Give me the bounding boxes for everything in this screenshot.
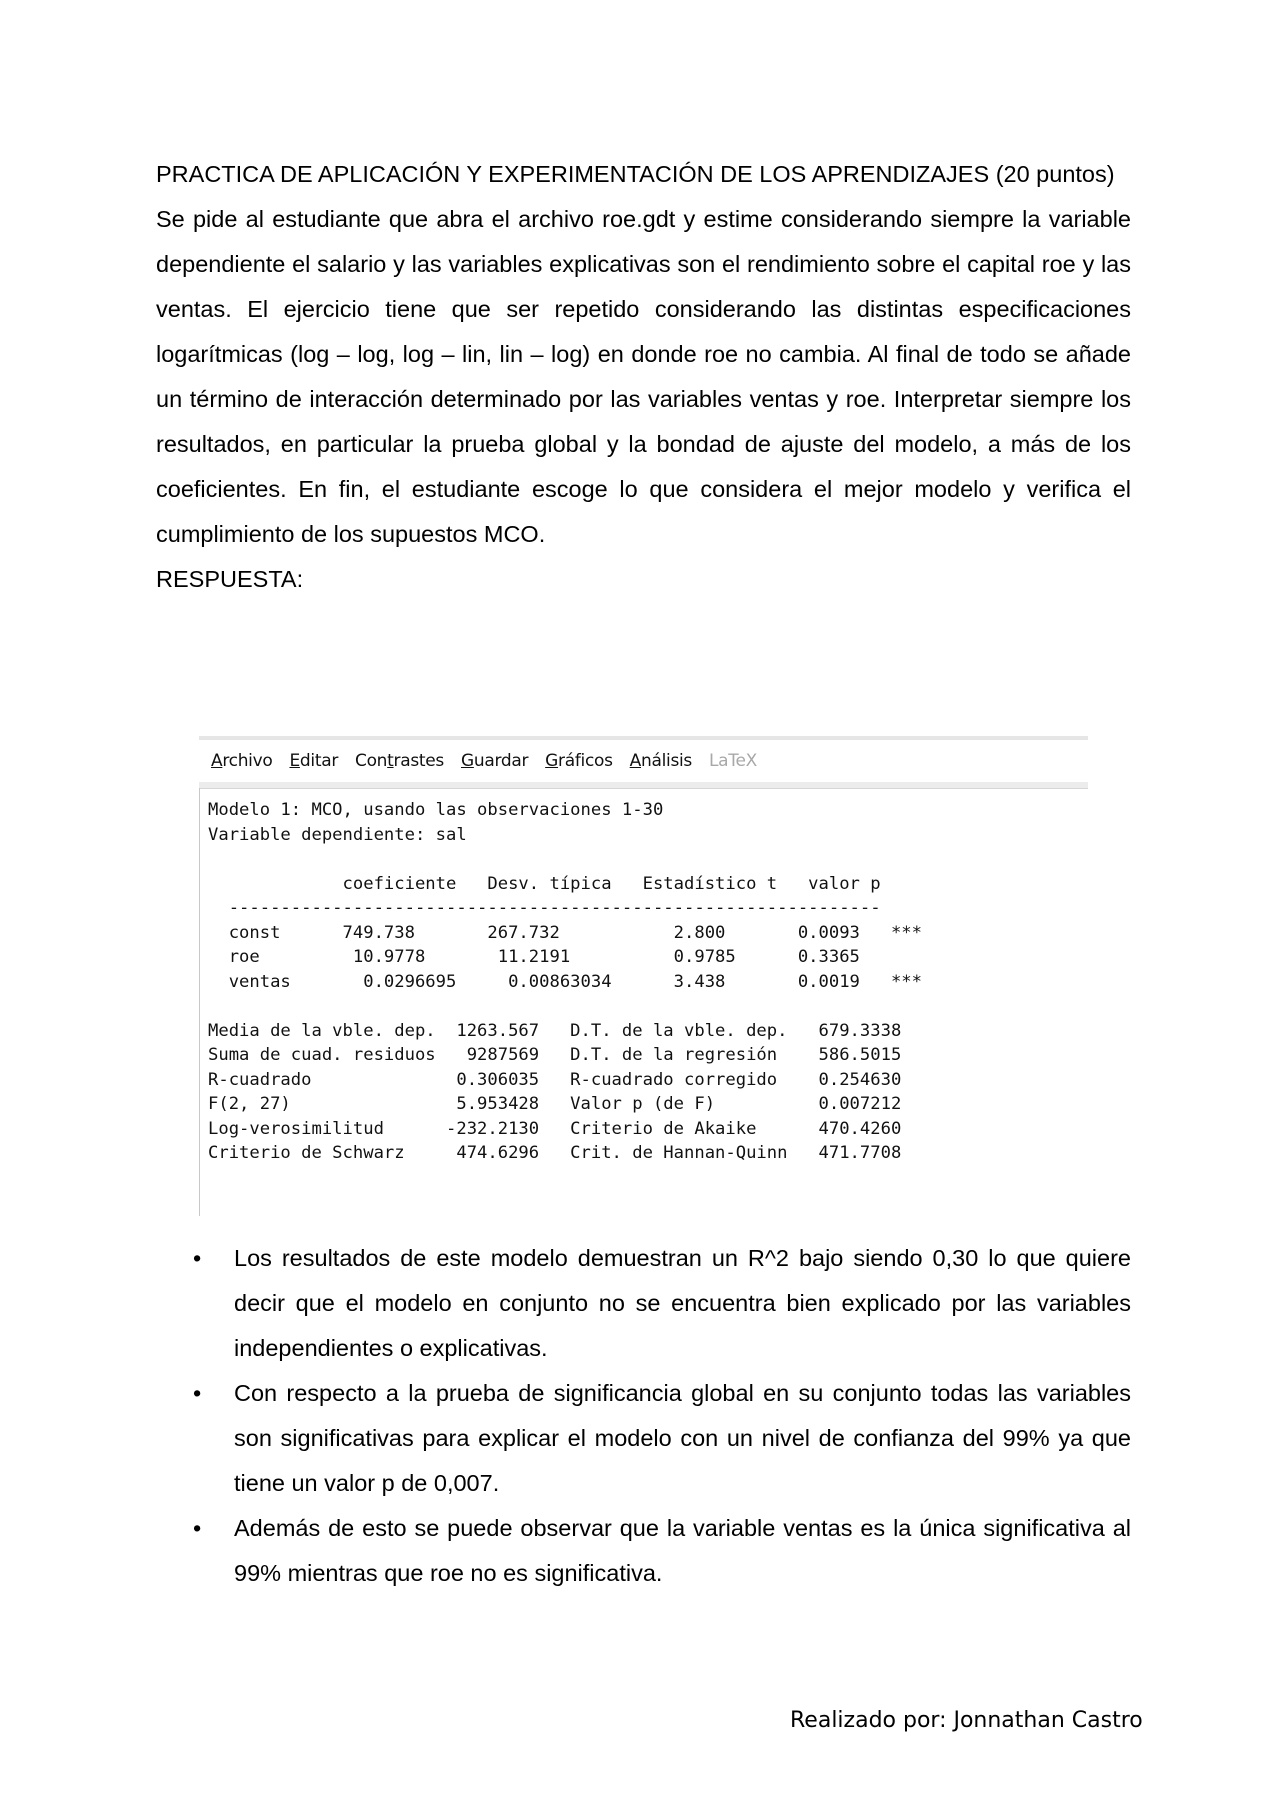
menu-analisis[interactable]: Análisis xyxy=(629,751,692,771)
menu-archivo[interactable]: Archivo xyxy=(211,751,273,771)
menu-contrastes[interactable]: Contrastes xyxy=(355,751,444,771)
menubar-separator xyxy=(199,782,1088,789)
menu-editar[interactable]: Editar xyxy=(289,751,339,771)
list-item xyxy=(156,1371,1131,1506)
menu-guardar[interactable]: Guardar xyxy=(461,751,529,771)
footer-author: Realizado por: Jonnathan Castro xyxy=(790,1708,1143,1733)
bullet-list xyxy=(156,1236,1131,1596)
bullet-text: Además de esto se puede observar que la variable ventas es la única significativa al 99% mientras que roe no es significativa. xyxy=(234,1515,1131,1586)
list-item xyxy=(156,1506,1131,1596)
menu-bar xyxy=(199,740,1088,782)
output-left-border xyxy=(199,788,200,1216)
document-heading: PRACTICA DE APLICACIÓN Y EXPERIMENTACIÓN DE LOS APRENDIZAJES (20 puntos) xyxy=(156,161,1115,187)
bullet-symbol: • xyxy=(193,1245,202,1271)
document-body xyxy=(156,152,1131,602)
bullet-text: Con respecto a la prueba de significancia global en su conjunto todas las variables son significativas para explicar el modelo con un nivel de confianza del 99% ya que tiene un valor p de 0,007. xyxy=(234,1380,1131,1496)
answer-label: RESPUESTA: xyxy=(156,566,304,592)
menu-latex[interactable]: LaTeX xyxy=(708,751,757,771)
bullet-symbol: • xyxy=(193,1380,202,1406)
gretl-model-window xyxy=(199,736,1088,1216)
regression-output: Modelo 1: MCO, usando las observaciones 1-30 Variable dependiente: sal coeficiente Desv. típica Estadístico t valor p --------------------------------------------------------------- const 749.738 267.732 2.800 0.0093 *** roe 10.9778 11.2191 0.9785 0.3365 ventas 0.0296695 0.00863034 3.438 0.0019 *** Media de la vble. dep. 1263.567 D.T. de la vble. dep. 679.3338 Suma de cuad. residuos 9287569 D.T. de la regresión 586.5015 R-cuadrado 0.306035 R-cuadrado corregido 0.254630 F(2, 27) 5.953428 Valor p (de F) 0.007212 Log-verosimilitud -232.2130 Criterio de Akaike 470.4260 Criterio de Schwarz 474.6296 Crit. de Hannan-Quinn 471.7708 xyxy=(208,800,922,1163)
bullet-text: Los resultados de este modelo demuestran un R^2 bajo siendo 0,30 lo que quiere decir que el modelo en conjunto no se encuentra bien explicado por las variables independientes o explicativas. xyxy=(234,1245,1131,1361)
instructions-paragraph: Se pide al estudiante que abra el archivo roe.gdt y estime considerando siempre la variable dependiente el salario y las variables explicativas son el rendimiento sobre el capital roe y las ventas. El ejercicio tiene que ser repetido considerando las distintas especificaciones logarítmicas (log – log, log – lin, lin – log) en donde roe no cambia. Al final de todo se añade un término de interacción determinado por las variables ventas y roe. Interpretar siempre los resultados, en particular la prueba global y la bondad de ajuste del modelo, a más de los coeficientes. En fin, el estudiante escoge lo que considera el mejor modelo y verifica el cumplimiento de los supuestos MCO. xyxy=(156,206,1131,547)
bullet-symbol: • xyxy=(193,1515,202,1541)
list-item xyxy=(156,1236,1131,1371)
menu-graficos[interactable]: Gráficos xyxy=(545,751,613,771)
